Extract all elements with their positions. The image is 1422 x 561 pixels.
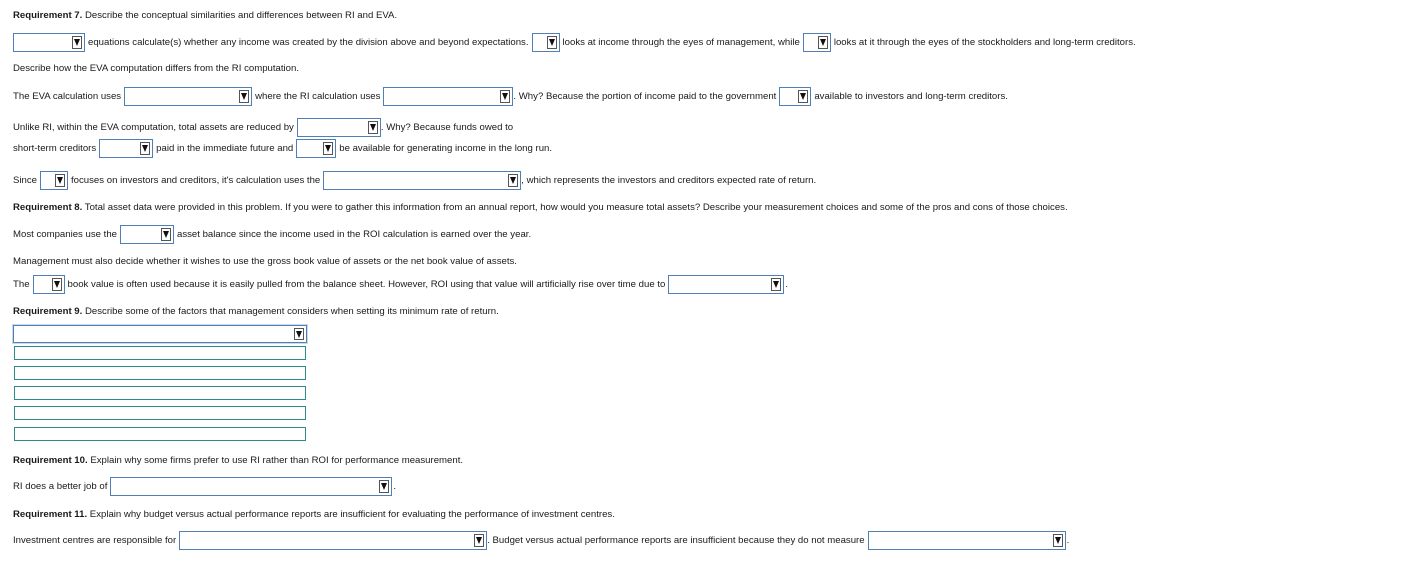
factor-textbox-2[interactable] [14, 366, 306, 380]
req8-line2-end: . [785, 278, 789, 290]
req10-line1-end: . [393, 480, 397, 492]
req10-line1 [13, 475, 396, 497]
req7-line5-text3: , which represents the investors and creditors expected rate of return. [521, 174, 817, 186]
req11-line1 [13, 529, 1069, 551]
asset-balance-dropdown[interactable] [120, 225, 174, 244]
equations-dropdown[interactable] [13, 33, 85, 52]
req8-mgmt-text: Management must also decide whether it wishes to use the gross book value of assets or the net book value of assets. [13, 255, 517, 267]
dropdown-arrow-icon [323, 142, 333, 155]
factor-textbox-5[interactable] [14, 427, 306, 441]
dropdown-arrow-icon [294, 328, 304, 340]
factor-textbox-4[interactable] [14, 406, 306, 420]
req7-question: Describe the conceptual similarities and differences between RI and EVA. [82, 9, 398, 21]
dropdown-arrow-icon [1053, 534, 1063, 547]
available-dropdown[interactable] [296, 139, 336, 158]
dropdown-arrow-icon [379, 480, 389, 493]
req8-line1-text2: asset balance since the income used in the ROI calculation is earned over the year. [177, 228, 532, 240]
management-view-dropdown[interactable] [532, 33, 560, 52]
req11-heading: Requirement 11. [13, 508, 88, 520]
req8-heading: Requirement 8. [13, 201, 83, 213]
dropdown-arrow-icon [72, 36, 82, 49]
dropdown-arrow-icon [55, 174, 65, 187]
dropdown-arrow-icon [771, 278, 781, 291]
req8-question: Total asset data were provided in this problem. If you were to gather this information from an annual report, how would you measure total assets? Describe your measurement choices and some of the pros and cons of those choices. [82, 201, 1068, 213]
dropdown-arrow-icon [500, 90, 510, 103]
req7-line1-text2: looks at income through the eyes of management, while [562, 36, 800, 48]
req7-line5-text1: Since [13, 174, 37, 186]
req7-line2-text3: . Why? Because the portion of income paid to the government [513, 90, 777, 102]
req9-heading: Requirement 9. [13, 305, 83, 317]
req10-line1-text1: RI does a better job of [13, 480, 108, 492]
rate-of-return-dropdown[interactable] [323, 171, 521, 190]
eva-uses-dropdown[interactable] [124, 87, 252, 106]
dropdown-arrow-icon [239, 90, 249, 103]
req7-line2-text2: where the RI calculation uses [255, 90, 381, 102]
assets-reduced-dropdown[interactable] [297, 118, 381, 137]
req7-line5-text2: focuses on investors and creditors, it's calculation uses the [71, 174, 321, 186]
factors-dropdown[interactable] [13, 325, 307, 343]
req7-title [13, 4, 397, 26]
req8-line2 [13, 273, 788, 295]
ri-uses-dropdown[interactable] [383, 87, 513, 106]
req7-line1-text1: equations calculate(s) whether any income was created by the division above and beyond expectations. [88, 36, 529, 48]
factor-textbox-3[interactable] [14, 386, 306, 400]
req8-line2-text1: The [13, 278, 30, 290]
req7-line2 [13, 85, 1008, 107]
req10-question: Explain why some firms prefer to use RI rather than ROI for performance measurement. [87, 454, 464, 466]
req7-line2-text4: available to investors and long-term creditors. [814, 90, 1008, 102]
req11-line1-text2: . Budget versus actual performance reports are insufficient because they do not measure [487, 534, 865, 546]
req7-line3-text2: . Why? Because funds owed to [380, 121, 514, 133]
req7-line3-text1: Unlike RI, within the EVA computation, total assets are reduced by [13, 121, 294, 133]
dropdown-arrow-icon [368, 121, 378, 134]
req7-heading: Requirement 7. [13, 9, 83, 21]
req11-line1-text1: Investment centres are responsible for [13, 534, 177, 546]
req7-line4-text3: be available for generating income in the long run. [339, 142, 553, 154]
req8-line2-text2: book value is often used because it is easily pulled from the balance sheet. However, ROI using that value will artificially rise over time due to [67, 278, 666, 290]
req7-line2-text1: The EVA calculation uses [13, 90, 122, 102]
req7-describe-text: Describe how the EVA computation differs from the RI computation. [13, 62, 299, 74]
dropdown-arrow-icon [161, 228, 171, 241]
req11-question: Explain why budget versus actual performance reports are insufficient for evaluating the performance of investment centres. [87, 508, 615, 520]
dropdown-arrow-icon [52, 278, 62, 291]
book-value-dropdown[interactable] [33, 275, 65, 294]
req7-line4 [13, 137, 552, 159]
focus-measure-dropdown[interactable] [40, 171, 68, 190]
req7-line3 [13, 116, 513, 138]
req9-title [13, 300, 499, 322]
stockholders-view-dropdown[interactable] [803, 33, 831, 52]
responsible-for-dropdown[interactable] [179, 531, 487, 550]
do-not-measure-dropdown[interactable] [868, 531, 1066, 550]
req10-heading: Requirement 10. [13, 454, 88, 466]
government-portion-dropdown[interactable] [779, 87, 811, 106]
req7-describe [13, 57, 299, 79]
req7-line4-text2: paid in the immediate future and [156, 142, 294, 154]
req11-title [13, 503, 615, 525]
req8-line1-text1: Most companies use the [13, 228, 117, 240]
dropdown-arrow-icon [798, 90, 808, 103]
rise-reason-dropdown[interactable] [668, 275, 784, 294]
creditors-paid-dropdown[interactable] [99, 139, 153, 158]
dropdown-arrow-icon [547, 36, 557, 49]
req9-question: Describe some of the factors that management considers when setting its minimum rate of return. [82, 305, 499, 317]
dropdown-arrow-icon [474, 534, 484, 547]
dropdown-arrow-icon [818, 36, 828, 49]
req11-line1-end: . [1066, 534, 1070, 546]
dropdown-arrow-icon [140, 142, 150, 155]
req8-mgmt [13, 250, 517, 272]
req7-line1-text3: looks at it through the eyes of the stockholders and long-term creditors. [833, 36, 1136, 48]
req10-title [13, 449, 463, 471]
dropdown-arrow-icon [508, 174, 518, 187]
req8-title [13, 196, 1068, 218]
req8-line1 [13, 223, 531, 245]
ri-better-job-dropdown[interactable] [110, 477, 392, 496]
factor-textbox-1[interactable] [14, 346, 306, 360]
req7-line4-text1: short-term creditors [13, 142, 97, 154]
req7-line1 [13, 31, 1136, 53]
req7-line5 [13, 169, 816, 191]
